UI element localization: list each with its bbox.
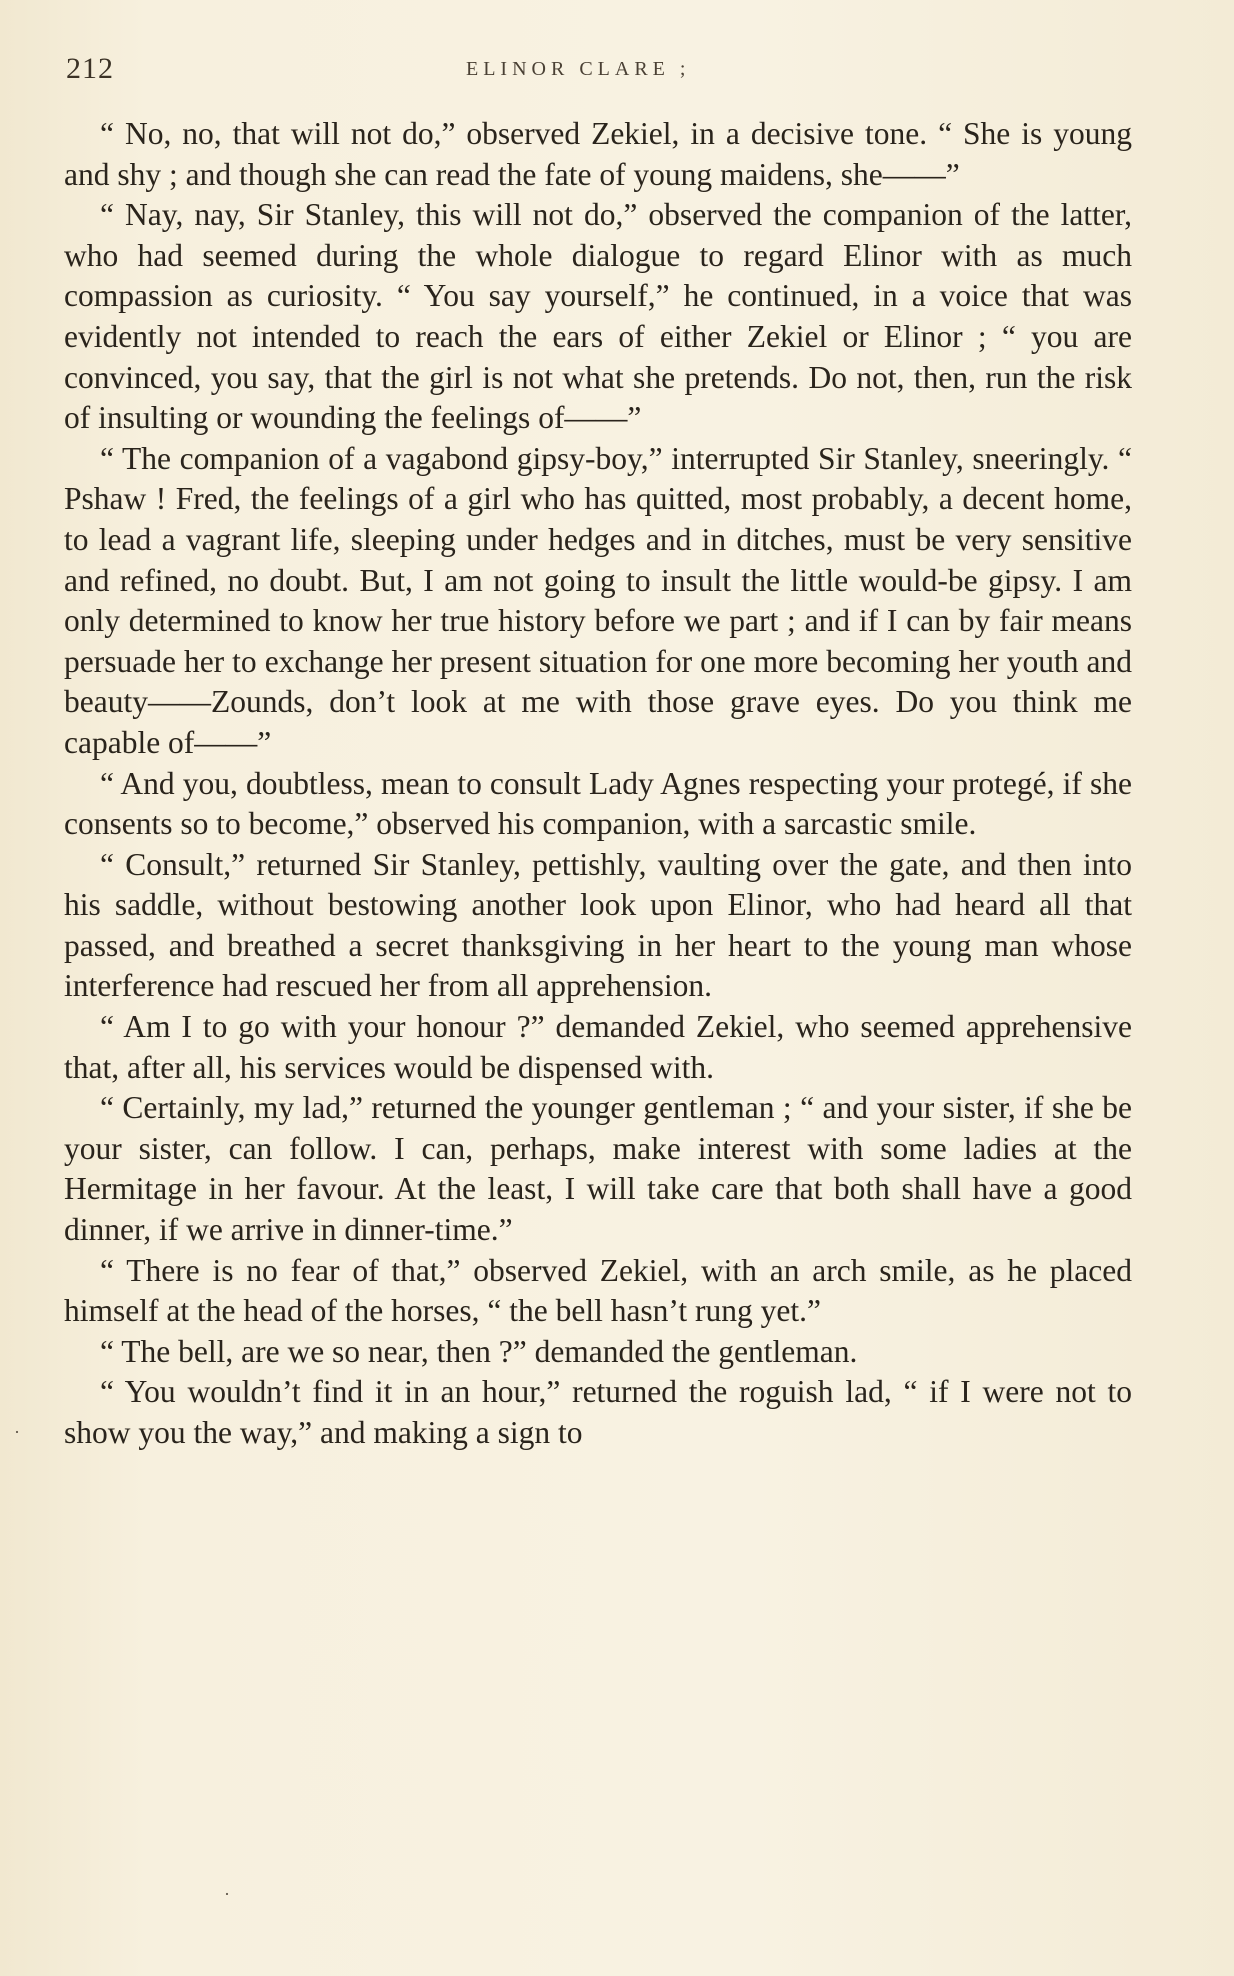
margin-speck: · <box>14 1422 20 1442</box>
page-header <box>66 52 1126 92</box>
paragraph: “ The companion of a vagabond gipsy-boy,” interrupted Sir Stanley, sneeringly. “ Pshaw ! Fred, the feelings of a girl who has quitted, most probably, a decent home, to lead a vagrant life, sleeping under hedges and in ditches, must be very sensitive and refined, no doubt. But, I am not going to insult the little would-be gipsy. I am only determined to know her true history before we part ; and if I can by fair means persuade her to exchange her present situation for one more becoming her youth and beauty——Zounds, don’t look at me with those grave eyes. Do you think me capable of——” <box>64 440 1132 760</box>
running-title: ELINOR CLARE ; <box>466 58 691 80</box>
paragraph: “ And you, doubtless, mean to consult Lady Agnes respecting your protegé, if she consents so to become,” observed his companion, with a sarcastic smile. <box>64 765 1132 842</box>
paragraph: “ There is no fear of that,” observed Zekiel, with an arch smile, as he placed himself at the head of the horses, “ the bell hasn’t rung yet.” <box>64 1252 1132 1329</box>
paragraph: “ The bell, are we so near, then ?” demanded the gentleman. <box>100 1333 858 1369</box>
page-number: 212 <box>66 52 114 85</box>
body-text <box>64 114 1132 1454</box>
bottom-speck: · <box>224 1884 230 1904</box>
paragraph: “ Certainly, my lad,” returned the younger gentleman ; “ and your sister, if she be your sister, can follow. I can, perhaps, make interest with some ladies at the Hermitage in her favour. At the least, I will take care that both shall have a good dinner, if we arrive in dinner-time.” <box>64 1090 1132 1248</box>
paragraph: “ Am I to go with your honour ?” demanded Zekiel, who seemed apprehensive that, after all, his services would be dispensed with. <box>64 1009 1132 1085</box>
paragraph: “ Nay, nay, Sir Stanley, this will not do,” observed the companion of the latter, who had seemed during the whole dialogue to regard Elinor with as much compassion as curiosity. “ You say yourself,” he continued, in a voice that was evidently not intended to reach the ears of either Zekiel or Elinor ; “ you are convinced, you say, that the girl is not what she pretends. Do not, then, run the risk of insulting or wounding the feelings of——” <box>64 197 1132 436</box>
paragraph: “ No, no, that will not do,” observed Zekiel, in a decisive tone. “ She is young and shy ; and though she can read the fate of young maidens, she——” <box>64 116 1132 192</box>
paragraph: “ You wouldn’t find it in an hour,” returned the roguish lad, “ if I were not to show you the way,” and making a sign to <box>64 1374 1132 1450</box>
paragraph: “ Consult,” returned Sir Stanley, pettishly, vaulting over the gate, and then into his saddle, without bestowing another look upon Elinor, who had heard all that passed, and breathed a secret thanksgiving in her heart to the young man whose interference had rescued her from all apprehension. <box>64 846 1132 1004</box>
